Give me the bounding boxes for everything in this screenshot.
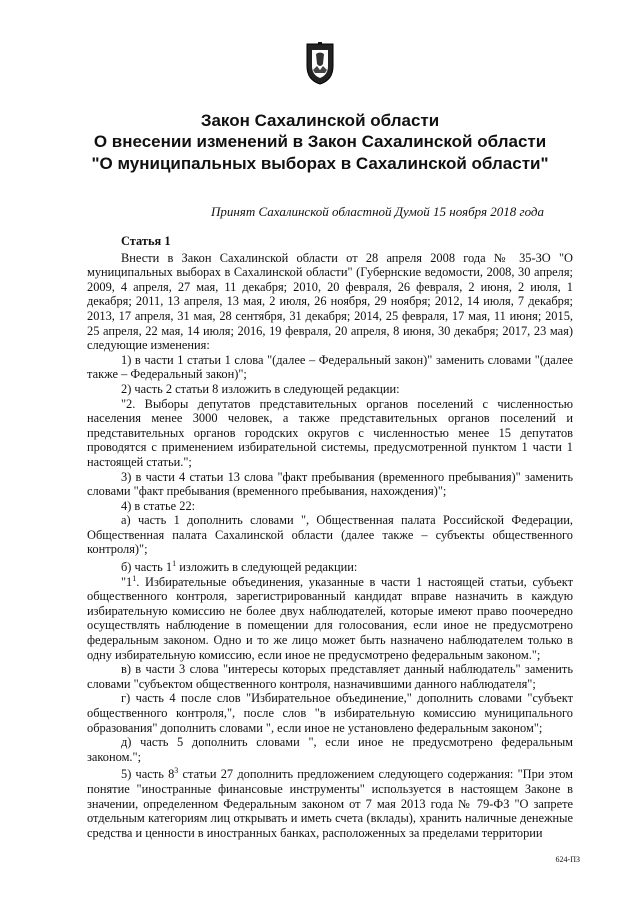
law-title: Закон Сахалинской области xyxy=(200,111,440,130)
list-item: в) в части 3 слова "интересы которых представляет данный наблюдатель" заменить словами "субъектом общественного контроля, назначившими данного наблюдателя"; xyxy=(87,662,573,691)
list-item: г) часть 4 после слов "Избирательное объединение," дополнить словами "субъект общественного контроля,", после слов "в избирательную комиссию муниципального образования" дополнить словами ", если иное не установлено федеральным законом"; xyxy=(87,691,573,735)
list-item: а) часть 1 дополнить словами ", Общественная палата Российской Федерации, Общественная палата Сахалинской области (далее также – субъекты общественного контроля)"; xyxy=(87,513,573,557)
list-item: д) часть 5 дополнить словами ", если иное не предусмотрено федеральным законом."; xyxy=(87,735,573,764)
list-item: б) часть $1^1$ изложить в следующей редакции: xyxy=(121,558,358,575)
article-body xyxy=(87,234,573,840)
coat-of-arms-icon xyxy=(303,42,337,86)
list-item: 2) часть 2 статьи 8 изложить в следующей редакции: xyxy=(121,381,400,396)
quoted-text: "$1^1$. Избирательные объединения, указанные в части 1 настоящей статьи, субъект общественного контроля, зарегистрированный кандидат вправе назначить в каждую избирательную комиссию не более двух наблюдателей, которые имеют право поочередно осуществлять наблюдение в помещении для голосования, если иное не предусмотрено федеральным законом. Одно и то же лицо может быть назначено наблюдателем только в одну избирательную комиссию, если иное не предусмотрено федеральным законом."; xyxy=(87,573,573,662)
list-item: 1) в части 1 статьи 1 слова "(далее – Федеральный закон)" заменить словами "(далее также – Федеральный закон)"; xyxy=(87,352,573,382)
list-item: 3) в части 4 статьи 13 слова "факт пребывания (временного пребывания)" заменить словами "факт пребывания (временного пребывания, нахождения)"; xyxy=(87,469,573,499)
list-item: 4) в статье 22: xyxy=(121,498,196,513)
law-subtitle: О внесении изменений в Закон Сахалинской области "О муниципальных выборах в Сахалинской области" xyxy=(91,132,549,173)
document-code: 624-ПЗ xyxy=(555,855,580,864)
article-intro: Внести в Закон Сахалинской области от 28 апреля 2008 года № 35-ЗО "О муниципальных выборах в Сахалинской области" (Губернские ведомости, 2008, 30 апреля; 2009, 4 апреля, 27 мая, 11 декабря; 2010, 20 февраля, 26 февраля, 2 июня, 2 июля, 1 декабря; 2011, 13 апреля, 13 мая, 2 июля, 26 ноября, 29 ноября; 2012, 14 июля, 7 декабря; 2013, 17 апреля, 31 мая, 28 сентября, 31 декабря; 2014, 25 февраля, 17 мая, 11 июня; 2015, 25 апреля, 22 мая, 14 июля; 2016, 19 февраля, 20 апреля, 8 июня, 30 декабря; 2017, 23 мая) следующие изменения: xyxy=(87,250,573,353)
list-item: 5) часть $8^3$ статьи 27 дополнить предложением следующего содержания: "При этом понятие "иностранные финансовые инструменты" используется в настоящем Законе в значении, определенном Федеральным законом от 7 мая 2013 года № 79-ФЗ "О запрете отдельным категориям лиц открывать и иметь счета (вклады), хранить наличные денежные средства и ценности в иностранных банках, расположенных за пределами территории xyxy=(87,766,574,840)
article-heading: Статья 1 xyxy=(121,234,171,248)
quoted-text: "2. Выборы депутатов представительных органов поселений с численностью населения менее 3000 человек, а также представительных органов поселений и представительных органов городских округов с численностью менее 15 депутатов проводятся с применением избирательной системы, предусмотренной пунктом 1 части 1 настоящей статьи."; xyxy=(87,396,573,469)
adoption-note: Принят Сахалинской областной Думой 15 ноября 2018 года xyxy=(210,204,544,219)
